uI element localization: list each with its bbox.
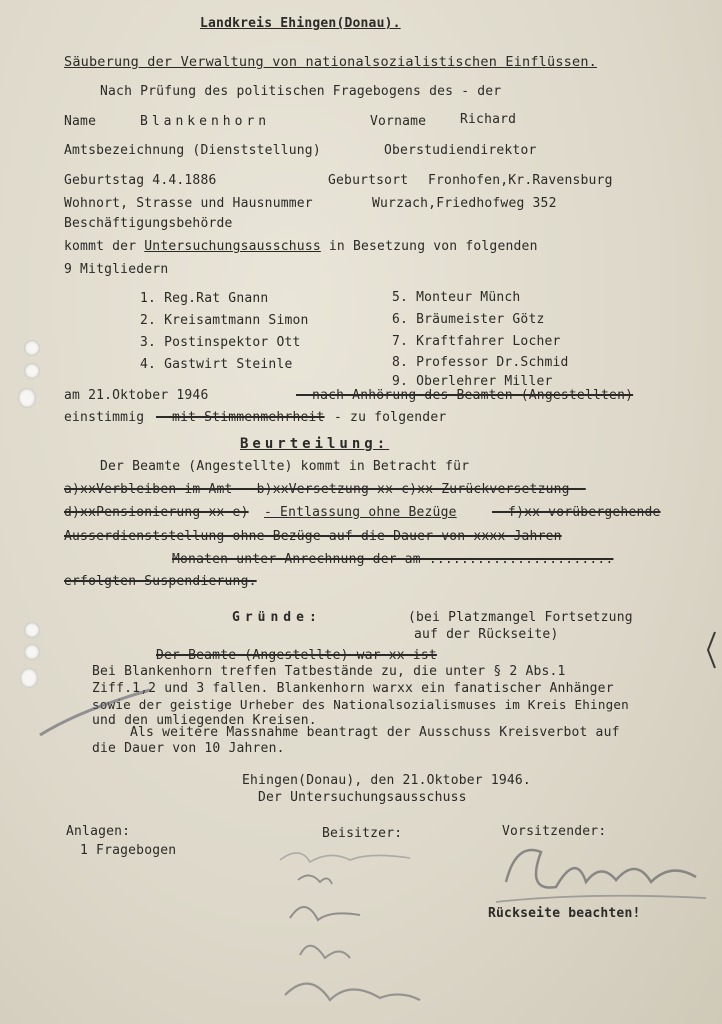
- member-9: 9. Oberlehrer Miller: [392, 374, 553, 389]
- gruende-note-2: auf der Rückseite): [414, 627, 559, 642]
- wohnort-label: Wohnort, Strasse und Hausnummer: [64, 196, 313, 211]
- beurteilung-line-2: a)xxVerbleiben im Amt - b)xxVersetzung xx c)xx Zurückversetzung -: [64, 482, 586, 497]
- beurteilung-line-3c: - f)xx vorübergehende: [492, 505, 661, 520]
- member-7: 7. Kraftfahrer Locher: [392, 334, 561, 349]
- name-value: Blankenhorn: [140, 114, 271, 129]
- reason-line-2: Ziff.1,2 und 3 fallen. Blankenhorn warxx ein fanatischer Anhänger: [92, 681, 614, 696]
- fragebogen-label: 1 Fragebogen: [80, 843, 177, 858]
- beurteilung-line-6: erfolgten Suspendierung.: [64, 574, 257, 589]
- assessor-signatures: [270, 840, 440, 1020]
- committee-signature-line: Der Untersuchungsausschuss: [258, 790, 467, 805]
- beurteilung-line-3b: - Entlassung ohne Bezüge: [264, 505, 457, 520]
- decision-date-struck: - nach Anhörung des Beamten (Angestellten): [296, 388, 634, 403]
- member-8: 8. Professor Dr.Schmid: [392, 355, 569, 370]
- name-label: Name: [64, 114, 97, 129]
- beisitzer-label: Beisitzer:: [322, 826, 403, 841]
- place-date: Ehingen(Donau), den 21.Oktober 1946.: [242, 773, 531, 788]
- einstimmig-struck: - mit Stimmenmehrheit: [156, 410, 325, 425]
- punch-hole: [24, 622, 40, 638]
- punch-hole: [24, 340, 40, 356]
- document-subtitle: Säuberung der Verwaltung von nationalsozialistischen Einflüssen.: [64, 54, 597, 70]
- gruende-heading: Gründe:: [232, 610, 322, 625]
- beurteilung-line-4: Ausserdienststellung ohne Bezüge auf die Dauer von xxxx Jahren: [64, 529, 562, 544]
- amt-label: Amtsbezeichnung (Dienststellung): [64, 143, 321, 158]
- reason-line-4: und den umliegenden Kreisen.: [92, 713, 317, 728]
- committee-pre: kommt der: [64, 239, 145, 254]
- document-title: Landkreis Ehingen(Donau).: [200, 16, 401, 31]
- decision-date: am 21.Oktober 1946: [64, 388, 209, 403]
- vorname-value: Richard: [460, 112, 517, 127]
- punch-hole: [24, 644, 40, 660]
- committee-post: in Besetzung von folgenden: [320, 239, 538, 254]
- reason-line-3: sowie der geistige Urheber des Nationalsozialismuses im Kreis Ehingen: [92, 697, 629, 712]
- chairman-signature: [486, 832, 716, 912]
- wohnort-value: Wurzach,Friedhofweg 352: [372, 196, 557, 211]
- rueckseite-note: Rückseite beachten!: [488, 906, 641, 921]
- vorsitzender-label: Vorsitzender:: [502, 824, 607, 839]
- pencil-mark: [30, 680, 160, 740]
- einstimmig-word: einstimmig: [64, 410, 145, 425]
- einstimmig-post: - zu folgender: [334, 410, 447, 425]
- vorname-label: Vorname: [370, 114, 427, 129]
- geburtsort-label: Geburtsort: [328, 173, 409, 188]
- member-3: 3. Postinspektor Ott: [140, 335, 301, 350]
- beurteilung-line-5: Monaten unter Anrechnung der am .......................: [172, 552, 614, 567]
- geburtsort-value: Fronhofen,Kr.Ravensburg: [428, 173, 613, 188]
- reason-line-6: die Dauer von 10 Jahren.: [92, 741, 285, 756]
- reason-line-5: Als weitere Massnahme beantragt der Ausschuss Kreisverbot auf: [130, 725, 620, 740]
- beurteilung-line-1: Der Beamte (Angestellte) kommt in Betracht für: [100, 459, 470, 474]
- gruende-struck: Der Beamte (Angestellte) war xx ist: [156, 648, 437, 663]
- gruende-note-1: (bei Platzmangel Fortsetzung: [408, 610, 633, 625]
- member-5: 5. Monteur Münch: [392, 290, 521, 305]
- member-4: 4. Gastwirt Steinle: [140, 357, 293, 372]
- punch-hole: [24, 363, 40, 379]
- committee-line: [64, 239, 538, 254]
- beurteilung-line-3a: d)xxPensionierung xx e): [64, 505, 249, 520]
- edge-mark: [700, 630, 720, 670]
- anlagen-label: Anlagen:: [66, 824, 131, 839]
- amt-value: Oberstudiendirektor: [384, 143, 537, 158]
- member-6: 6. Bräumeister Götz: [392, 312, 545, 327]
- member-2: 2. Kreisamtmann Simon: [140, 313, 309, 328]
- geburtstag-label: Geburtstag 4.4.1886: [64, 173, 217, 188]
- committee-count: 9 Mitgliedern: [64, 262, 169, 277]
- committee-underlined: Untersuchungsausschuss: [144, 239, 321, 254]
- member-1: 1. Reg.Rat Gnann: [140, 291, 269, 306]
- beurteilung-heading: Beurteilung:: [240, 436, 390, 452]
- punch-hole: [18, 388, 36, 408]
- reason-line-1: Bei Blankenhorn treffen Tatbestände zu, die unter § 2 Abs.1: [92, 664, 566, 679]
- intro-line: Nach Prüfung des politischen Fragebogens des - der: [100, 84, 502, 99]
- behoerde-label: Beschäftigungsbehörde: [64, 216, 233, 231]
